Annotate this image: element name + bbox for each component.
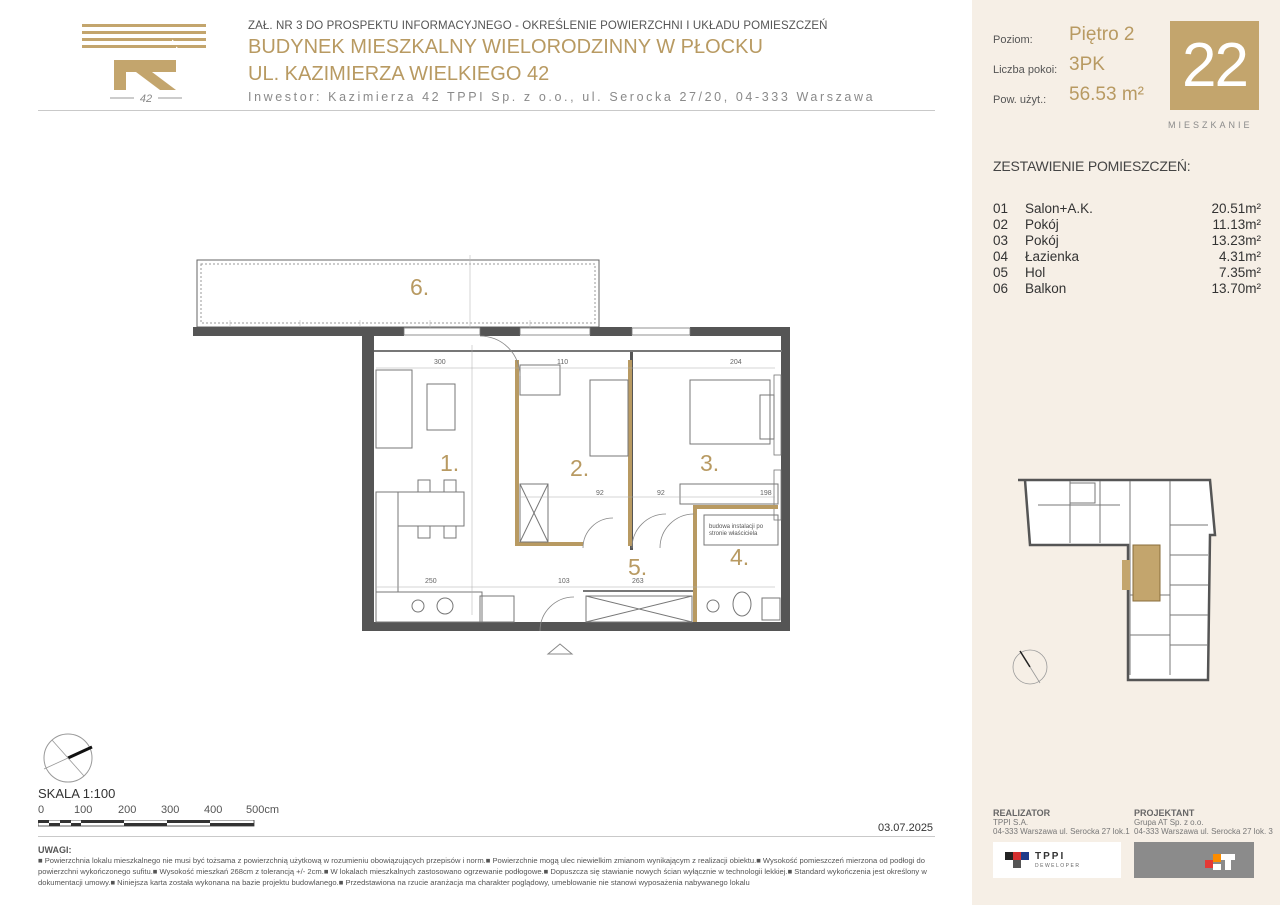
room-area: 4.31m² [1218, 249, 1261, 264]
company-logo [80, 22, 210, 104]
header-divider [38, 110, 935, 111]
room-area: 20.51m² [1211, 201, 1261, 216]
footer-divider [38, 836, 935, 837]
room-label-5: 5. [628, 554, 648, 580]
level-value: Piętro 2 [1069, 24, 1135, 45]
room-area: 7.35m² [1218, 265, 1261, 280]
room-number: 01 [993, 201, 1009, 216]
scale-bar [38, 804, 298, 830]
projektant-name: Grupa AT Sp. z o.o. [1134, 818, 1204, 827]
area-value: 56.53 m² [1069, 84, 1144, 105]
room-row [993, 233, 1261, 249]
unit-caption: MIESZKANIE [1168, 120, 1253, 130]
document-date: 03.07.2025 [878, 822, 934, 834]
room-name: Pokój [1025, 233, 1059, 248]
scale-tick-400: 400 [204, 804, 223, 816]
room-label-1: 1. [440, 450, 460, 476]
room-name: Hol [1025, 265, 1046, 280]
room-number: 03 [993, 233, 1009, 248]
room-name: Pokój [1025, 217, 1059, 232]
scale-tick-100: 100 [74, 804, 93, 816]
level-label: Poziom: [993, 34, 1033, 46]
rooms-count-label: Liczba pokoi: [993, 64, 1058, 76]
unit-number: 22 [1170, 21, 1259, 110]
room-number: 02 [993, 217, 1009, 232]
realizator-logo [993, 842, 1121, 878]
room-row [993, 201, 1261, 217]
scale-tick-500: 500cm [246, 804, 280, 816]
room-label-3: 3. [700, 450, 720, 476]
room-name: Balkon [1025, 281, 1067, 296]
room-label-2: 2. [570, 455, 590, 481]
room-row [993, 217, 1261, 233]
room-label-4: 4. [730, 544, 750, 570]
room-label-6: 6. [410, 274, 430, 300]
projektant-logo [1134, 842, 1254, 878]
room-number: 04 [993, 249, 1009, 264]
investor-line: Inwestor: Kazimierza 42 TPPI Sp. z o.o., ul. Serocka 27/20, 04-333 Warszawa [248, 90, 876, 104]
key-plan-compass-icon [1011, 648, 1049, 686]
projektant-title: PROJEKTANT [1134, 808, 1195, 818]
notes-text: ■ Powierzchnia lokalu mieszkalnego nie musi być tożsama z powierzchnią użytkową w rozumieniu obowiązujących przepisów i norm.■ Powierzchnie mogą ulec niewielkim zmianom wynikającym z realizacji obiektu.■ Wysokość pomieszczeń mierzona od podłogi do powierzchni wykończonego sufitu.■ Wysokość mieszkań 268cm z tolerancją +/- 2cm.■ W lokalach mieszkalnych zastosowano ogrzewanie podłogowe.■ Dopuszcza się stawianie nowych ścian wyłącznie w technologii lekkiej.■ Standard wykończenia jest określony w dokumentacji umowy.■ Niniejsza karta została wykonana na bazie projektu budowlanego.■ Przedstawiona na rzucie aranżacja ma charakter poglądowy, umeblowanie nie stanowi wyposażenia nabywanego lokalu [38, 856, 927, 887]
room-area: 11.13m² [1212, 217, 1261, 232]
room-number: 06 [993, 281, 1009, 296]
info-panel [972, 0, 1280, 905]
room-row [993, 249, 1261, 265]
building-address: UL. KAZIMIERZA WIELKIEGO 42 [248, 63, 550, 85]
compass-icon [42, 732, 94, 784]
scale-label: SKALA 1:100 [38, 786, 116, 801]
installation-note: budowa instalacji po stronie właściciela [709, 524, 764, 537]
document-subtitle: ZAŁ. NR 3 DO PROSPEKTU INFORMACYJNEGO - OKREŚLENIE POWIERZCHNI I UKŁADU POMIESZCZEŃ [248, 20, 828, 32]
scale-tick-300: 300 [161, 804, 180, 816]
scale-tick-200: 200 [118, 804, 137, 816]
room-name: Łazienka [1025, 249, 1080, 264]
area-label: Pow. użyt.: [993, 94, 1047, 106]
realizator-logo-subtext: DEWELOPER [1035, 863, 1081, 869]
room-number: 05 [993, 265, 1009, 280]
room-area: 13.23m² [1211, 233, 1261, 248]
projektant-address: 04-333 Warszawa ul. Serocka 27 lok. 3 [1134, 827, 1273, 836]
rooms-count-value: 3PK [1069, 54, 1105, 75]
realizator-title: REALIZATOR [993, 808, 1051, 818]
realizator-logo-text: TPPI [1035, 851, 1066, 862]
room-name: Salon+A.K. [1025, 201, 1093, 216]
scale-tick-0: 0 [38, 804, 45, 816]
logo-text: 42 [139, 93, 153, 104]
notes-title: UWAGI: [38, 845, 72, 855]
realizator-name: TPPI S.A. [993, 818, 1029, 827]
room-row [993, 281, 1261, 297]
room-area: 13.70m² [1211, 281, 1261, 296]
realizator-address: 04-333 Warszawa ul. Serocka 27 lok.1 [993, 827, 1130, 836]
rooms-summary-title: ZESTAWIENIE POMIESZCZEŃ: [993, 158, 1191, 174]
room-row [993, 265, 1261, 281]
building-title: BUDYNEK MIESZKALNY WIELORODZINNY W PŁOCKU [248, 36, 763, 58]
